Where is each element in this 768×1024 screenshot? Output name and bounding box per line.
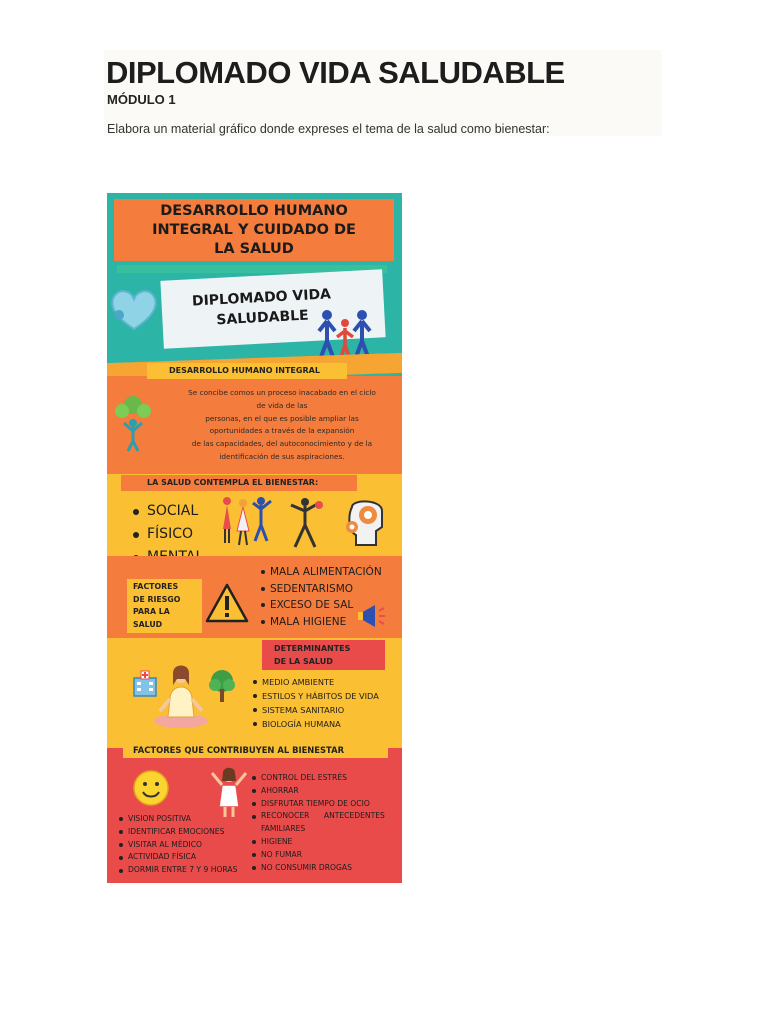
dhi-line-6: identificación de sus aspiraciones. [219, 451, 345, 461]
brain-head-icon [342, 497, 388, 551]
riesgo-item: MALA HIGIENE [261, 614, 382, 631]
module-label: MÓDULO 1 [107, 92, 176, 107]
contribuyen-item: CONTROL DEL ESTRÉS [252, 772, 385, 785]
dhi-text [162, 387, 402, 464]
contribuyen-item: VISION POSITIVA [119, 813, 237, 826]
contribuyen-right-list [252, 772, 385, 874]
determinantes-heading [262, 640, 385, 670]
determinantes-list [253, 675, 379, 731]
salud-heading: LA SALUD CONTEMPLA EL BIENESTAR: [121, 475, 357, 491]
dhi-line-3: personas, en el que es posible ampliar las [205, 413, 359, 423]
determinantes-heading-line: DE LA SALUD [274, 657, 333, 666]
contribuyen-item: NO FUMAR [252, 849, 385, 862]
megaphone-icon [357, 601, 387, 631]
family-icon [315, 309, 375, 359]
heart-icon [107, 285, 162, 333]
contribuyen-item: DORMIR ENTRE 7 Y 9 HORAS [119, 864, 237, 877]
riesgo-heading-line: SALUD [133, 619, 163, 629]
exercise-person-icon [287, 497, 323, 551]
riesgo-heading-line: PARA LA [133, 607, 170, 616]
riesgo-item: MALA ALIMENTACIÓN [261, 564, 382, 581]
instruction-text: Elabora un material gráfico donde expreses el tema de la salud como bienestar: [107, 122, 550, 136]
contribuyen-item: AHORRAR [252, 785, 385, 798]
riesgo-item: SEDENTARISMO [261, 581, 382, 598]
dhi-line-4: oportunidades a través de la expansión [209, 426, 355, 436]
salud-item: SOCIAL [133, 500, 203, 523]
happy-woman-icon [209, 767, 249, 819]
growth-person-icon [112, 393, 154, 453]
determinantes-item: MEDIO AMBIENTE [253, 675, 379, 689]
contribuyen-heading: FACTORES QUE CONTRIBUYEN AL BIENESTAR [123, 742, 388, 758]
meditation-icon [152, 663, 210, 729]
main-title-box [114, 199, 394, 261]
contribuyen-item-continuation: FAMILIARES [261, 824, 306, 834]
riesgo-item: EXCESO DE SAL [261, 597, 382, 614]
dancing-people-icon [217, 495, 279, 553]
contribuyen-item: HIGIENE [252, 836, 385, 849]
salud-item: FÍSICO [133, 523, 203, 546]
dhi-heading: DESARROLLO HUMANO INTEGRAL [147, 363, 347, 379]
dhi-line-2: de vida de las [256, 400, 308, 410]
contribuyen-item: IDENTIFICAR EMOCIONES [119, 826, 237, 839]
tree-icon [207, 669, 237, 703]
main-title-line-2: INTEGRAL Y CUIDADO DE [152, 222, 356, 238]
banner-line-1: DIPLOMADO VIDA [191, 286, 332, 310]
main-title-line-1: DESARROLLO HUMANO [160, 203, 348, 219]
determinantes-item: SISTEMA SANITARIO [253, 703, 379, 717]
contribuyen-item: NO CONSUMIR DROGAS [252, 862, 385, 875]
contribuyen-item: ACTIVIDAD FÍSICA [119, 851, 237, 864]
contribuyen-item: DISFRUTAR TIEMPO DE OCIO [252, 798, 385, 811]
determinantes-item: BIOLOGÍA HUMANA [253, 717, 379, 731]
riesgo-heading [127, 579, 202, 633]
banner-line-2: SALUDABLE [215, 307, 310, 329]
contribuyen-item: VISITAR AL MÉDICO [119, 839, 237, 852]
determinantes-item: ESTILOS Y HÁBITOS DE VIDA [253, 689, 379, 703]
determinantes-heading-line: DETERMINANTES [274, 644, 351, 653]
contribuyen-left-list [119, 813, 237, 877]
page-title: DIPLOMADO VIDA SALUDABLE [106, 55, 565, 90]
smiley-icon [132, 769, 170, 807]
infographic [107, 193, 402, 883]
warning-icon [205, 583, 249, 623]
riesgo-heading-line: DE RIESGO [133, 594, 181, 604]
dhi-line-5: de las capacidades, del autoconocimiento y de la [191, 439, 373, 449]
contribuyen-item: RECONOCER ANTECEDENTES [252, 810, 385, 823]
main-title-line-3: LA SALUD [214, 241, 294, 257]
dhi-line-1: Se concibe comos un proceso inacabado en el ciclo [188, 388, 376, 397]
riesgo-heading-line: FACTORES [133, 582, 179, 591]
